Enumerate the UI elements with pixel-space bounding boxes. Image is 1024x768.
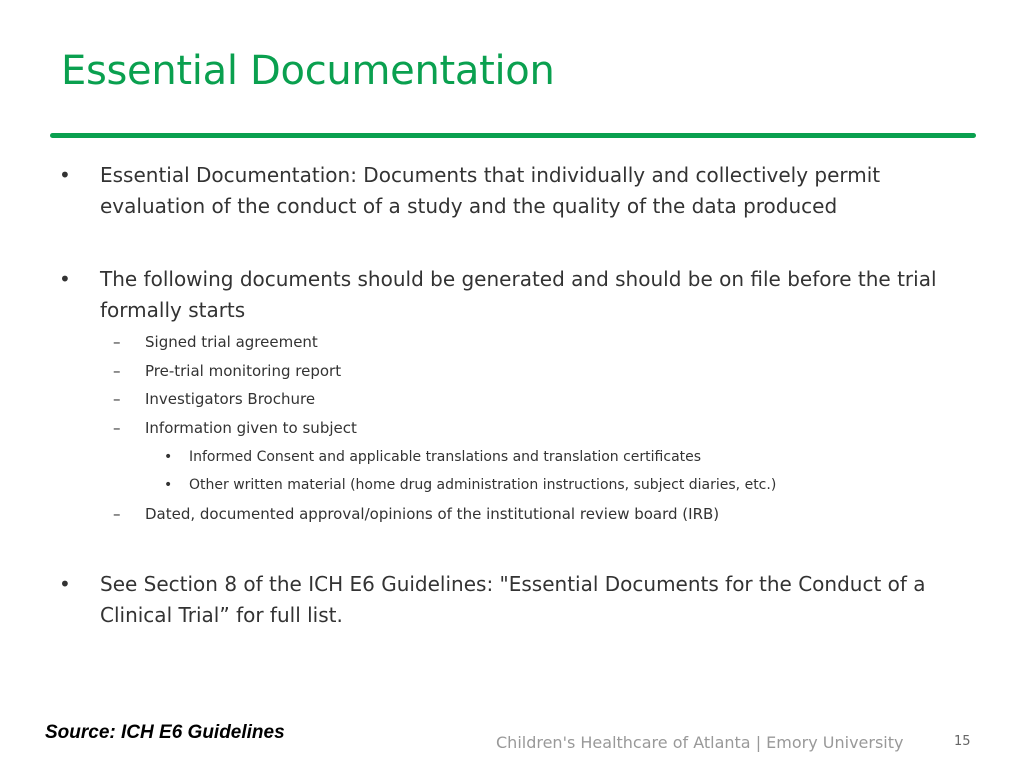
bullet-3 [59,569,970,631]
bullet-dot-icon: • [164,449,173,465]
sub-item-investigators-brochure [113,389,316,409]
bullet-1 [59,160,970,222]
dash-icon: – [113,419,121,437]
source-citation: Source: ICH E6 Guidelines [45,722,285,743]
bullet-dot-icon: • [59,163,71,187]
sub-item-text: Dated, documented approval/opinions of the institutional review board (IRB) [145,505,720,523]
slide-title: Essential Documentation [61,48,555,94]
bullet-2 [59,264,970,326]
sub-item-text: Signed trial agreement [145,333,318,351]
sub-item-text: Information given to subject [145,419,357,437]
dash-icon: – [113,505,121,523]
subsub-item-other-written-material [164,475,777,495]
dash-icon: – [113,362,121,380]
sub-item-text: Pre-trial monitoring report [145,362,342,380]
bullet-2-text: The following documents should be generated and should be on file before the trial formally starts [100,267,937,322]
title-underline-divider [50,133,976,138]
bullet-1-text: Essential Documentation: Documents that individually and collectively permit evaluation of the conduct of a study and the quality of the data produced [100,163,881,218]
dash-icon: – [113,390,121,408]
sub-item-information-given-to-subject [113,418,357,438]
bullet-3-text: See Section 8 of the ICH E6 Guidelines: "Essential Documents for the Conduct of a Clinical Trial” for full list. [100,572,926,627]
sub-item-pre-trial-monitoring-report [113,361,342,381]
bullet-dot-icon: • [59,267,71,291]
subsub-item-informed-consent [164,447,702,467]
sub-item-irb-approval [113,504,720,524]
sub-item-text: Investigators Brochure [145,390,316,408]
sub-item-signed-trial-agreement [113,332,318,352]
bullet-dot-icon: • [164,477,173,493]
subsub-item-text: Informed Consent and applicable translations and translation certificates [189,449,702,465]
bullet-dot-icon: • [59,572,71,596]
dash-icon: – [113,333,121,351]
subsub-item-text: Other written material (home drug administration instructions, subject diaries, etc.) [189,477,777,493]
footer-organization: Children's Healthcare of Atlanta | Emory University [496,733,904,752]
page-number: 15 [954,734,971,749]
